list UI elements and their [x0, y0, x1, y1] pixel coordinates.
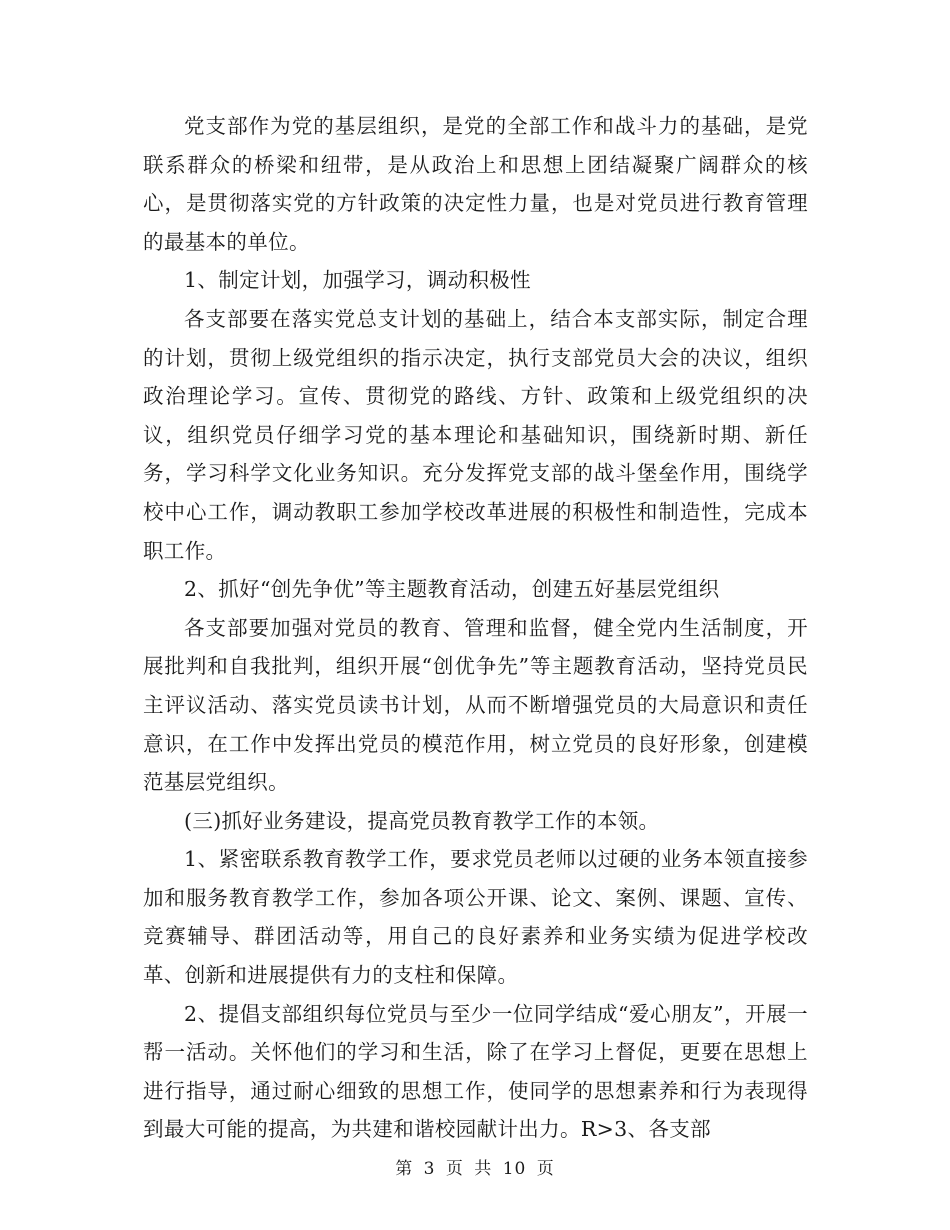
heading-theme-education: 2、抓好“创先争优”等主题教育活动，创建五好基层党组织: [184, 577, 720, 602]
paragraph-caring-friends: 2、提倡支部组织每位党员与至少一位同学结成“爱心朋友”，开展一帮一活动。关怀他们的学习和生活，除了在学习上督促，更要在思想上进行指导，通过耐心细致的思想工作，使同学的思想素养和行为表现得到最大可能的提高，为共建和谐校园献计出力。R>3、各支部: [143, 1001, 808, 1142]
paragraph-theme-education: 各支部要加强对党员的教育、管理和监督，健全党内生活制度，开展批判和自我批判，组织开展“创优争先”等主题教育活动，坚持党员民主评议活动、落实党员读书计划，从而不断增强党员的大局意识和责任意识，在工作中发挥出党员的模范作用，树立党员的良好形象，创建模范基层党组织。: [143, 615, 808, 795]
page-number-footer: 第 3 页 共 10 页: [395, 1159, 555, 1179]
body-text: [143, 107, 808, 1149]
paragraph-plan-study: 各支部要在落实党总支计划的基础上，结合本支部实际，制定合理的计划，贯彻上级党组织的指示决定，执行支部党员大会的决议，组织政治理论学习。宣传、贯彻党的路线、方针、政策和上级党组织的决议，组织党员仔细学习党的基本理论和基础知识，围绕新时期、新任务，学习科学文化业务知识。充分发挥党支部的战斗堡垒作用，围绕学校中心工作，调动教职工参加学校改革进展的积极性和制造性，完成本职工作。: [143, 306, 808, 563]
paragraph-teaching-work: 1、紧密联系教育教学工作，要求党员老师以过硬的业务本领直接参加和服务教育教学工作，参加各项公开课、论文、案例、课题、宣传、竞赛辅导、群团活动等，用自己的良好素养和业务实绩为促进学校改革、创新和进展提供有力的支柱和保障。: [143, 847, 808, 988]
paragraph-intro: 党支部作为党的基层组织，是党的全部工作和战斗力的基础，是党联系群众的桥梁和纽带，是从政治上和思想上团结凝聚广阔群众的核心，是贯彻落实党的方针政策的决定性力量，也是对党员进行教育管理的最基本的单位。: [143, 114, 808, 254]
heading-business-building: (三)抓好业务建设，提高党员教育教学工作的本领。: [184, 808, 660, 833]
heading-plan-study: 1、制定计划，加强学习，调动积极性: [184, 268, 531, 293]
